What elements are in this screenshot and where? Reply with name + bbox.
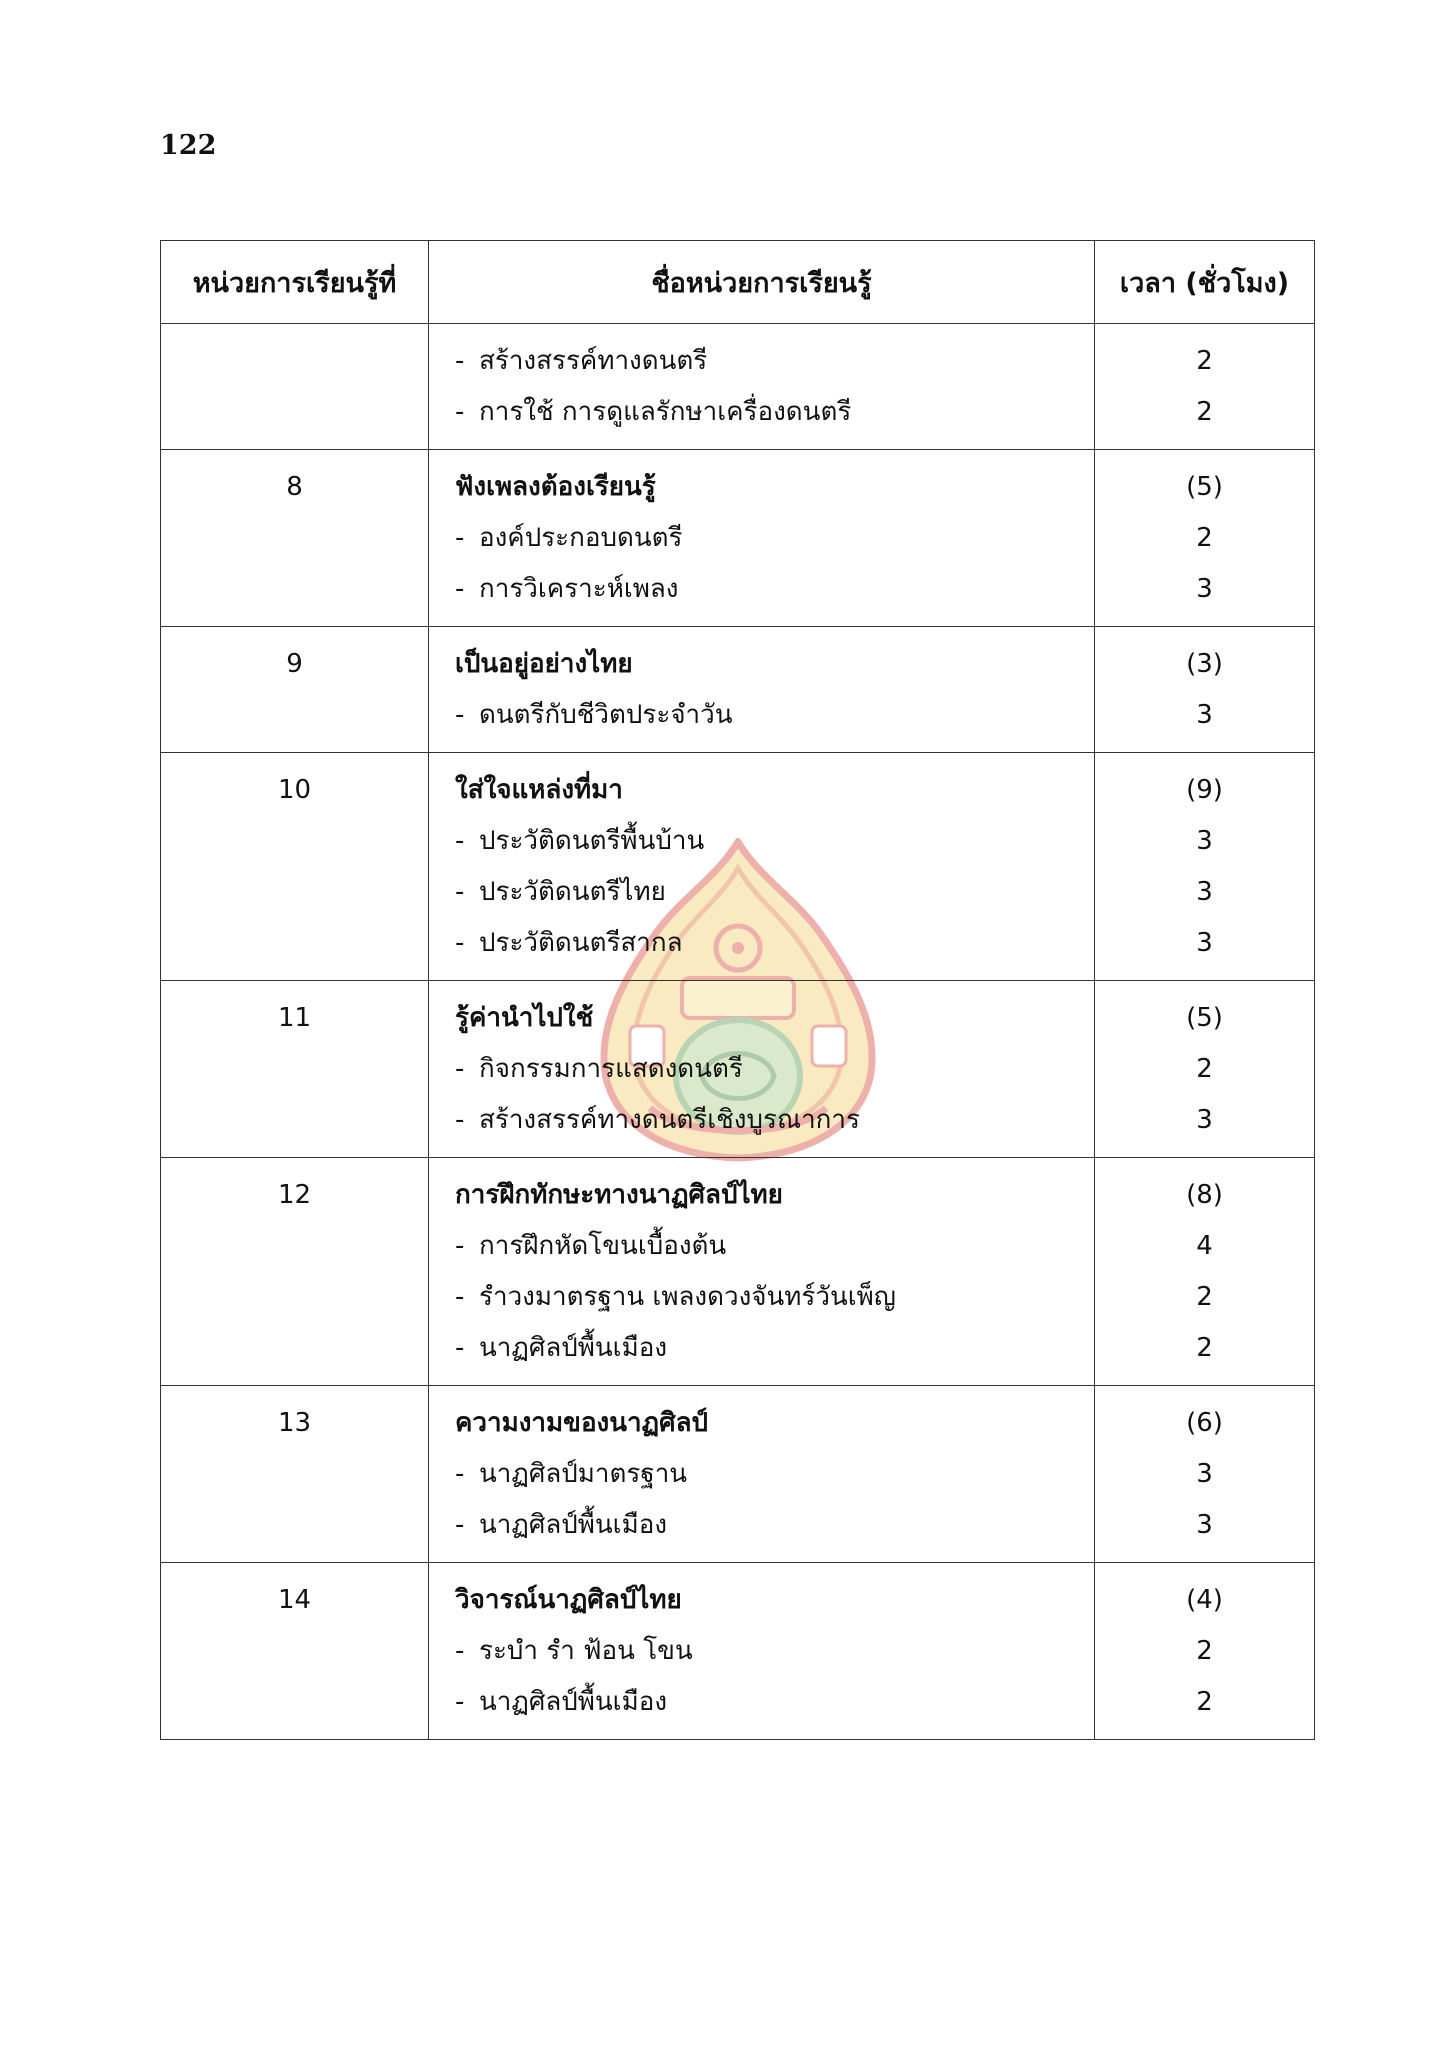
unit-number-cell bbox=[161, 1158, 429, 1386]
sub-topic bbox=[429, 1095, 1094, 1146]
header-hours: เวลา (ชั่วโมง) bbox=[1095, 241, 1315, 324]
unit-total-hours: (4) bbox=[1186, 1585, 1223, 1615]
sub-topic bbox=[429, 1626, 1094, 1677]
unit-number: 10 bbox=[277, 775, 312, 805]
unit-total-hours: (8) bbox=[1186, 1180, 1223, 1210]
sub-topic bbox=[429, 690, 1094, 741]
sub-topic-hours: 2 bbox=[1196, 1687, 1213, 1717]
bullet-dash: - bbox=[455, 1282, 465, 1312]
table-row bbox=[161, 1563, 1315, 1740]
sub-topic-text: ประวัติดนตรีพื้นบ้าน bbox=[479, 826, 705, 856]
unit-number-cell bbox=[161, 753, 429, 981]
sub-topic-text: การวิเคราะห์เพลง bbox=[479, 574, 679, 604]
sub-topic-text: ประวัติดนตรีสากล bbox=[479, 928, 683, 958]
sub-topic bbox=[429, 1449, 1094, 1500]
table-row bbox=[161, 1386, 1315, 1563]
sub-topic bbox=[429, 1221, 1094, 1272]
unit-title: ฟังเพลงต้องเรียนรู้ bbox=[455, 472, 656, 502]
header-unit-name: ชื่อหน่วยการเรียนรู้ bbox=[429, 241, 1095, 324]
table-row bbox=[161, 1158, 1315, 1386]
sub-topic bbox=[429, 336, 1094, 387]
bullet-dash: - bbox=[455, 700, 465, 730]
sub-topic-hours: 2 bbox=[1196, 1333, 1213, 1363]
sub-topic bbox=[429, 1044, 1094, 1095]
sub-topic bbox=[429, 564, 1094, 615]
unit-number: 9 bbox=[286, 649, 303, 679]
bullet-dash: - bbox=[455, 826, 465, 856]
bullet-dash: - bbox=[455, 1687, 465, 1717]
sub-topic bbox=[429, 1500, 1094, 1551]
learning-units-table bbox=[160, 240, 1315, 1740]
unit-name-cell bbox=[429, 324, 1095, 450]
unit-title: วิจารณ์นาฏศิลป์ไทย bbox=[455, 1585, 682, 1615]
unit-title: ความงามของนาฏศิลป์ bbox=[455, 1408, 709, 1438]
sub-topic bbox=[429, 816, 1094, 867]
sub-topic-hours: 3 bbox=[1196, 877, 1213, 907]
bullet-dash: - bbox=[455, 1510, 465, 1540]
unit-title: การฝึกทักษะทางนาฏศิลป์ไทย bbox=[455, 1180, 783, 1210]
bullet-dash: - bbox=[455, 1054, 465, 1084]
unit-number-cell bbox=[161, 981, 429, 1158]
hours-cell bbox=[1095, 324, 1315, 450]
unit-number: 11 bbox=[277, 1003, 312, 1033]
unit-title: ใส่ใจแหล่งที่มา bbox=[455, 775, 623, 805]
unit-name-cell bbox=[429, 981, 1095, 1158]
hours-cell bbox=[1095, 1563, 1315, 1740]
unit-total-hours: (6) bbox=[1186, 1408, 1223, 1438]
bullet-dash: - bbox=[455, 574, 465, 604]
unit-total-hours: (5) bbox=[1186, 1003, 1223, 1033]
sub-topic-hours: 2 bbox=[1196, 1054, 1213, 1084]
sub-topic-hours: 2 bbox=[1196, 1636, 1213, 1666]
sub-topic-text: นาฏศิลป์มาตรฐาน bbox=[479, 1459, 688, 1489]
sub-topic-text: นาฏศิลป์พื้นเมือง bbox=[479, 1333, 668, 1363]
bullet-dash: - bbox=[455, 346, 465, 376]
table-row bbox=[161, 324, 1315, 450]
bullet-dash: - bbox=[455, 397, 465, 427]
sub-topic-hours: 3 bbox=[1196, 700, 1213, 730]
sub-topic bbox=[429, 1272, 1094, 1323]
bullet-dash: - bbox=[455, 877, 465, 907]
bullet-dash: - bbox=[455, 523, 465, 553]
sub-topic-hours: 3 bbox=[1196, 1510, 1213, 1540]
unit-total-hours: (3) bbox=[1186, 649, 1223, 679]
sub-topic-hours: 3 bbox=[1196, 1459, 1213, 1489]
sub-topic-text: นาฏศิลป์พื้นเมือง bbox=[479, 1510, 668, 1540]
unit-number-cell bbox=[161, 450, 429, 627]
table-header-row bbox=[161, 241, 1315, 324]
sub-topic-hours: 2 bbox=[1196, 1282, 1213, 1312]
sub-topic-hours: 3 bbox=[1196, 928, 1213, 958]
unit-number: 8 bbox=[286, 472, 303, 502]
sub-topic bbox=[429, 1677, 1094, 1728]
bullet-dash: - bbox=[455, 1459, 465, 1489]
sub-topic bbox=[429, 1323, 1094, 1374]
sub-topic-hours: 2 bbox=[1196, 523, 1213, 553]
unit-number-cell bbox=[161, 1386, 429, 1563]
unit-total-hours: (5) bbox=[1186, 472, 1223, 502]
sub-topic-text: รำวงมาตรฐาน เพลงดวงจันทร์วันเพ็ญ bbox=[479, 1282, 896, 1312]
unit-name-cell bbox=[429, 1158, 1095, 1386]
sub-topic-text: การฝึกหัดโขนเบื้องต้น bbox=[479, 1231, 727, 1261]
sub-topic-text: ระบำ รำ ฟ้อน โขน bbox=[479, 1636, 693, 1666]
hours-cell bbox=[1095, 450, 1315, 627]
sub-topic-text: ดนตรีกับชีวิตประจำวัน bbox=[479, 700, 733, 730]
table-row bbox=[161, 753, 1315, 981]
hours-cell bbox=[1095, 981, 1315, 1158]
sub-topic-text: สร้างสรรค์ทางดนตรีเชิงบูรณาการ bbox=[479, 1105, 860, 1135]
page-number: 122 bbox=[160, 130, 217, 161]
sub-topic bbox=[429, 387, 1094, 438]
unit-number: 12 bbox=[277, 1180, 312, 1210]
sub-topic bbox=[429, 918, 1094, 969]
sub-topic-hours: 4 bbox=[1196, 1231, 1213, 1261]
unit-number-cell bbox=[161, 627, 429, 753]
sub-topic bbox=[429, 867, 1094, 918]
bullet-dash: - bbox=[455, 928, 465, 958]
bullet-dash: - bbox=[455, 1105, 465, 1135]
sub-topic bbox=[429, 513, 1094, 564]
unit-number: 14 bbox=[277, 1585, 312, 1615]
sub-topic-text: กิจกรรมการแสดงดนตรี bbox=[479, 1054, 743, 1084]
bullet-dash: - bbox=[455, 1333, 465, 1363]
unit-name-cell bbox=[429, 450, 1095, 627]
unit-number-cell bbox=[161, 324, 429, 450]
unit-total-hours: (9) bbox=[1186, 775, 1223, 805]
sub-topic-text: การใช้ การดูแลรักษาเครื่องดนตรี bbox=[479, 397, 852, 427]
sub-topic-hours: 2 bbox=[1196, 397, 1213, 427]
hours-cell bbox=[1095, 1386, 1315, 1563]
unit-name-cell bbox=[429, 627, 1095, 753]
sub-topic-text: องค์ประกอบดนตรี bbox=[479, 523, 683, 553]
unit-number: 13 bbox=[277, 1408, 312, 1438]
table-body bbox=[161, 324, 1315, 1740]
hours-cell bbox=[1095, 627, 1315, 753]
sub-topic-text: นาฏศิลป์พื้นเมือง bbox=[479, 1687, 668, 1717]
unit-number-cell bbox=[161, 1563, 429, 1740]
table-row bbox=[161, 627, 1315, 753]
sub-topic-hours: 3 bbox=[1196, 1105, 1213, 1135]
sub-topic-hours: 2 bbox=[1196, 346, 1213, 376]
unit-title: เป็นอยู่อย่างไทย bbox=[455, 649, 633, 679]
table-row bbox=[161, 981, 1315, 1158]
table-row bbox=[161, 450, 1315, 627]
sub-topic-hours: 3 bbox=[1196, 826, 1213, 856]
hours-cell bbox=[1095, 753, 1315, 981]
bullet-dash: - bbox=[455, 1636, 465, 1666]
header-unit-number: หน่วยการเรียนรู้ที่ bbox=[161, 241, 429, 324]
bullet-dash: - bbox=[455, 1231, 465, 1261]
hours-cell bbox=[1095, 1158, 1315, 1386]
unit-name-cell bbox=[429, 753, 1095, 981]
unit-name-cell bbox=[429, 1563, 1095, 1740]
unit-title: รู้ค่านำไปใช้ bbox=[455, 1003, 594, 1033]
sub-topic-hours: 3 bbox=[1196, 574, 1213, 604]
sub-topic-text: ประวัติดนตรีไทย bbox=[479, 877, 666, 907]
sub-topic-text: สร้างสรรค์ทางดนตรี bbox=[479, 346, 708, 376]
unit-name-cell bbox=[429, 1386, 1095, 1563]
